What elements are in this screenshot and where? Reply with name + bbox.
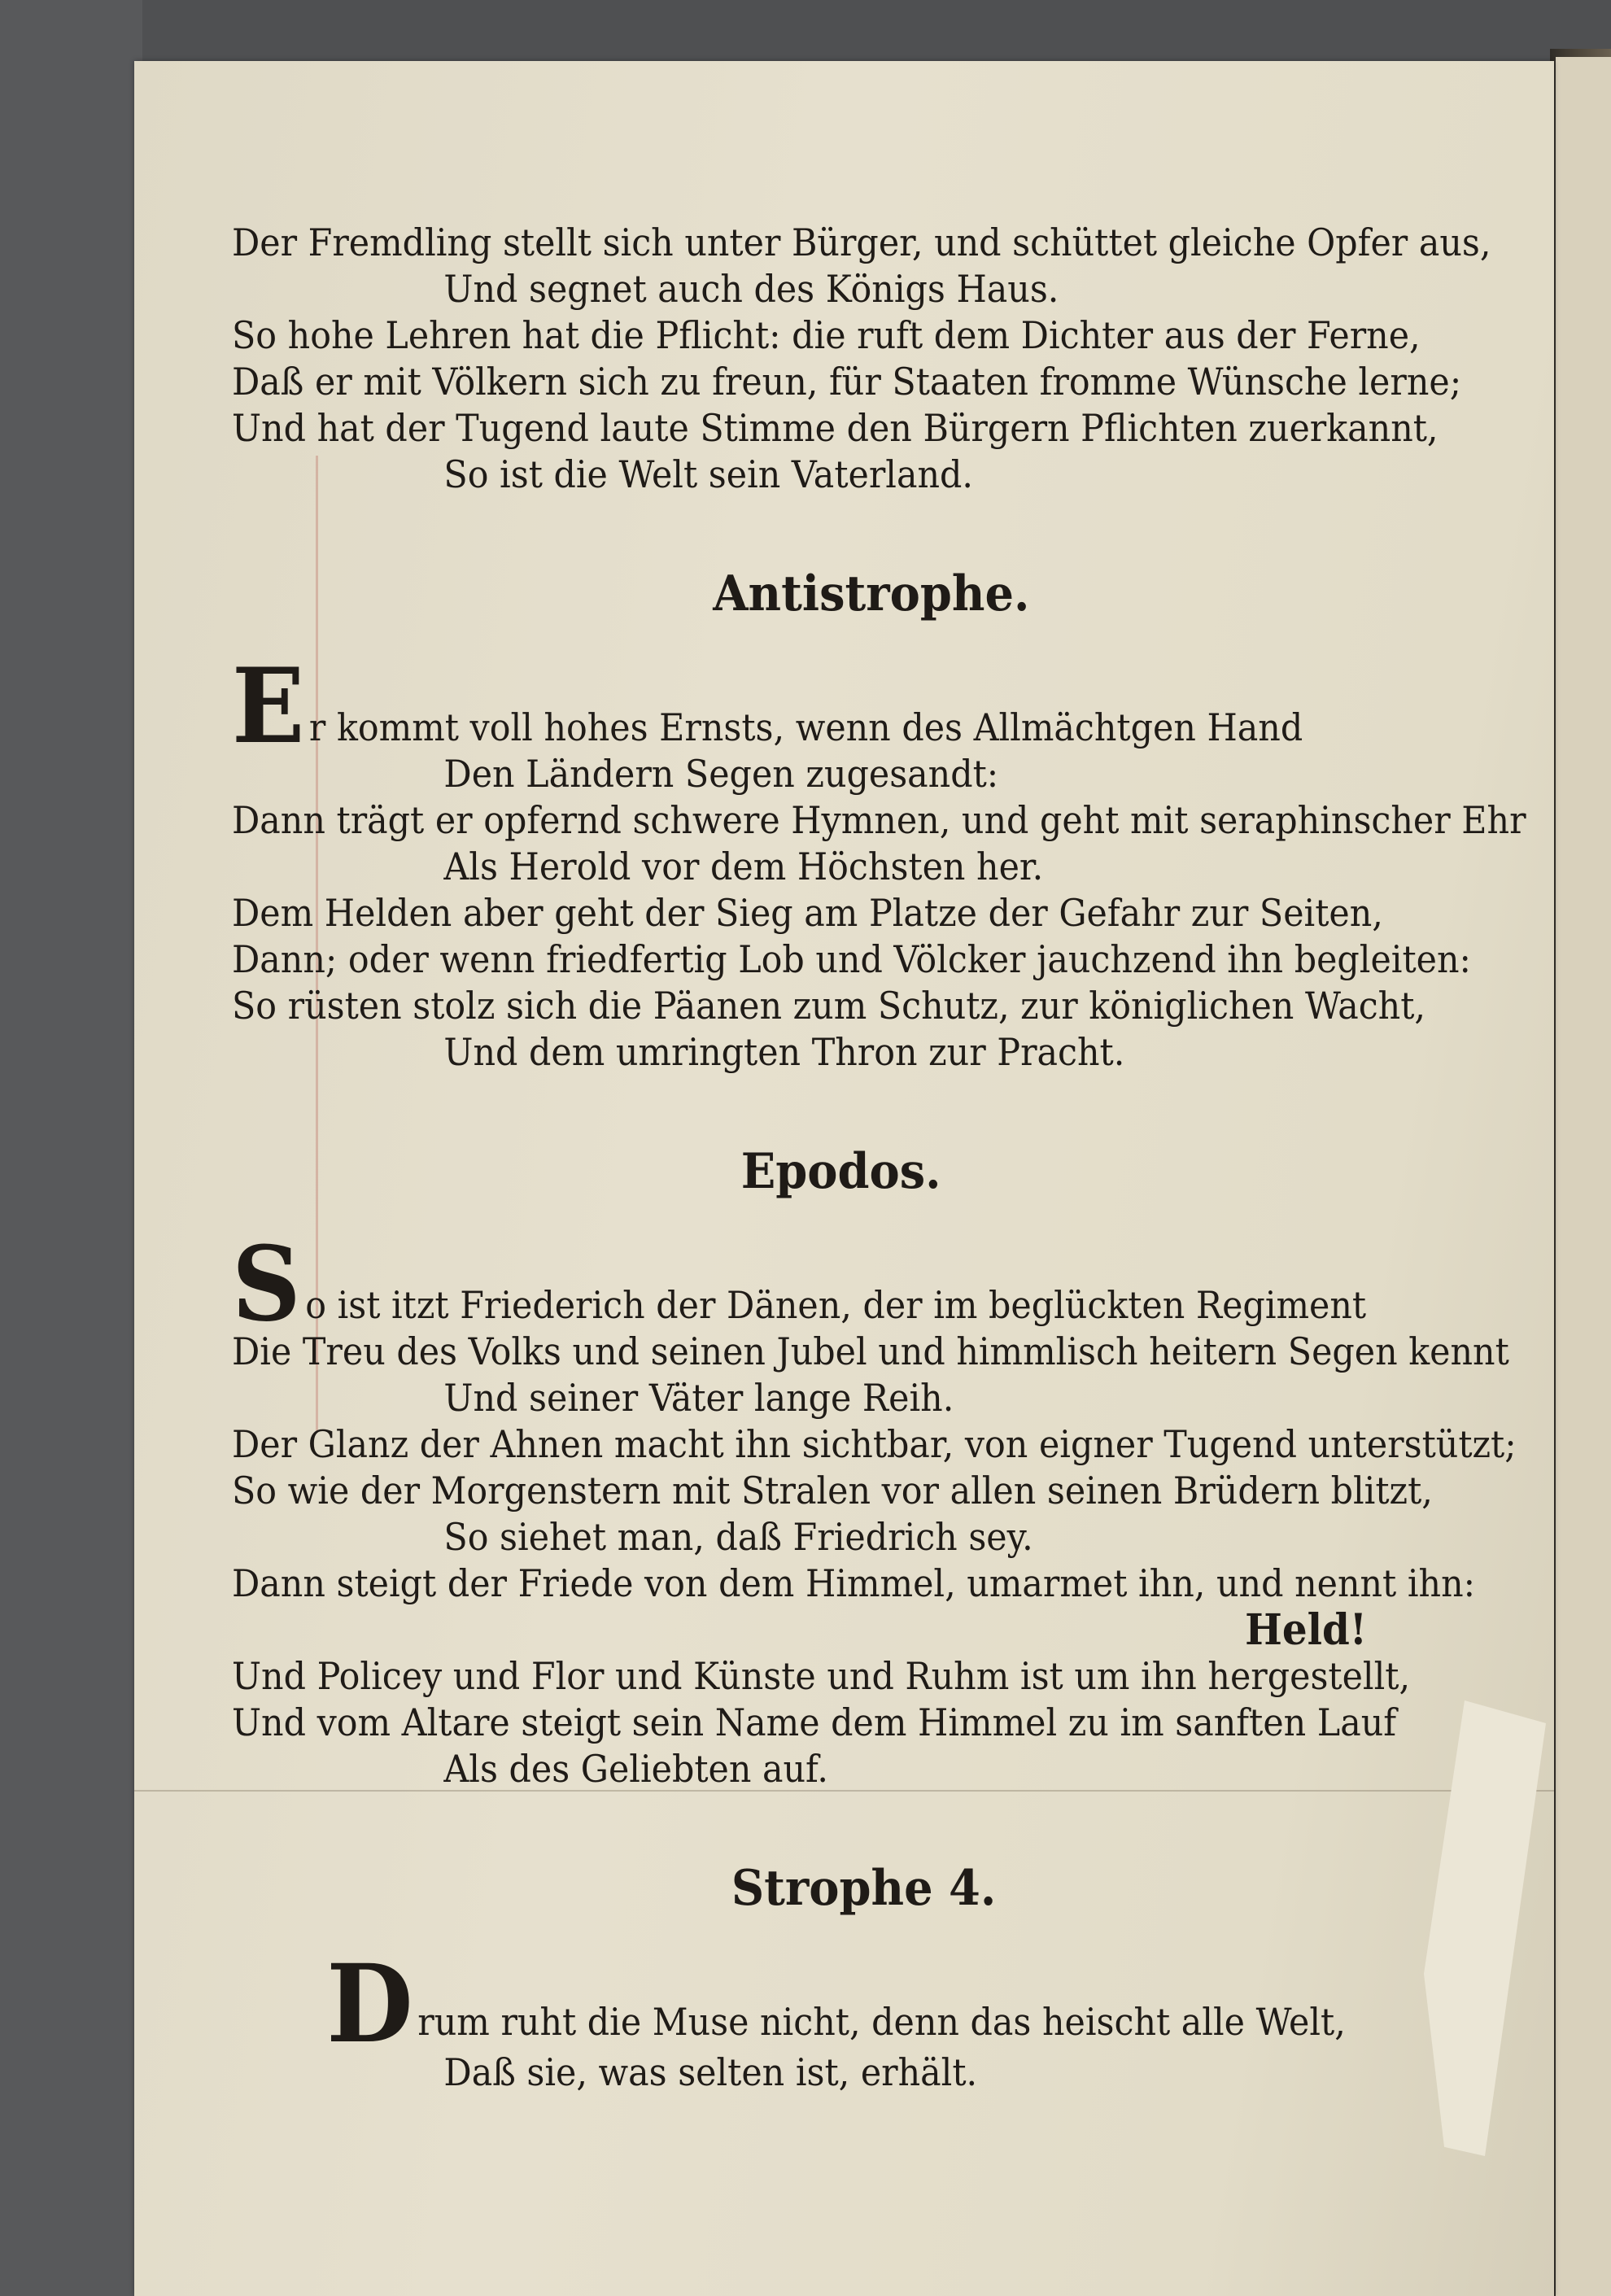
poem-line: Der Fremdling stellt sich unter Bürger, und schüttet gleiche Opfer aus,	[232, 220, 1491, 264]
poem-line: So siehet man, daß Friedrich sey.	[443, 1515, 1033, 1559]
poem-line: Dann; oder wenn friedfertig Lob und Völcker jauchzend ihn begleiten:	[232, 937, 1471, 981]
poem-line: Dann steigt der Friede von dem Himmel, umarmet ihn, und nennt ihn:	[232, 1561, 1476, 1605]
strophe4-first-line	[232, 1941, 1420, 2067]
poem-line: Daß sie, was selten ist, erhält.	[443, 2050, 978, 2094]
poem-line: Dann trägt er opfernd schwere Hymnen, und geht mit seraphinscher Ehr	[232, 798, 1526, 842]
drop-capital: E	[232, 646, 305, 766]
antistrophe-first-line	[232, 646, 1420, 766]
poem-line: Und vom Altare steigt sein Name dem Himmel zu im sanften Lauf	[232, 1700, 1397, 1744]
strophe4-heading: Strophe 4.	[731, 1860, 997, 1917]
epodos-first-line	[232, 1224, 1420, 1344]
poem-line: So ist die Welt sein Vaterland.	[443, 452, 974, 496]
poem-line: Und segnet auch des Königs Haus.	[443, 267, 1059, 311]
poem-line: Und dem umringten Thron zur Pracht.	[443, 1030, 1125, 1074]
poem-line: Der Glanz der Ahnen macht ihn sichtbar, von eigner Tugend unterstützt;	[232, 1422, 1517, 1466]
poem-line: So hohe Lehren hat die Pflicht: die ruft dem Dichter aus der Ferne,	[232, 313, 1421, 357]
poem-line: Und Policey und Flor und Künste und Ruhm ist um ihn hergestellt,	[232, 1654, 1411, 1698]
poem-line: Als des Geliebten auf.	[443, 1747, 828, 1791]
poem-line: Dem Helden aber geht der Sieg am Platze der Gefahr zur Seiten,	[232, 891, 1383, 935]
scanner-bed	[0, 0, 142, 2296]
poem-line: So wie der Morgenstern mit Stralen vor allen seinen Brüdern blitzt,	[232, 1469, 1433, 1512]
poem-line: So rüsten stolz sich die Päanen zum Schutz, zur königlichen Wacht,	[232, 984, 1426, 1028]
poem-line: o ist itzt Friederich der Dänen, der im beglückten Regiment	[305, 1283, 1367, 1327]
poem-line: r kommt voll hohes Ernsts, wenn des Allmächtgen Hand	[308, 705, 1303, 749]
poem-line: Und seiner Väter lange Reih.	[443, 1376, 954, 1420]
drop-capital: D	[326, 1941, 413, 2067]
poem-line: Die Treu des Volks und seinen Jubel und himmlisch heitern Segen kennt	[232, 1329, 1509, 1373]
drop-capital: S	[232, 1224, 301, 1344]
next-page-edge	[1556, 57, 1611, 2296]
epodos-heading: Epodos.	[740, 1143, 941, 1200]
antistrophe-heading: Antistrophe.	[713, 565, 1030, 622]
poem-line: Als Herold vor dem Höchsten her.	[443, 845, 1044, 888]
printed-text	[232, 220, 1526, 2096]
poem-line: Daß er mit Völkern sich zu freun, für Staaten fromme Wünsche lerne;	[232, 360, 1462, 404]
poem-line: rum ruht die Muse nicht, denn das heischt alle Welt,	[417, 2000, 1346, 2044]
poem-line: Und hat der Tugend laute Stimme den Bürgern Pflichten zuerkannt,	[232, 406, 1439, 450]
held-exclamation: Held!	[1245, 1605, 1367, 1655]
poem-line: Den Ländern Segen zugesandt:	[443, 752, 999, 796]
